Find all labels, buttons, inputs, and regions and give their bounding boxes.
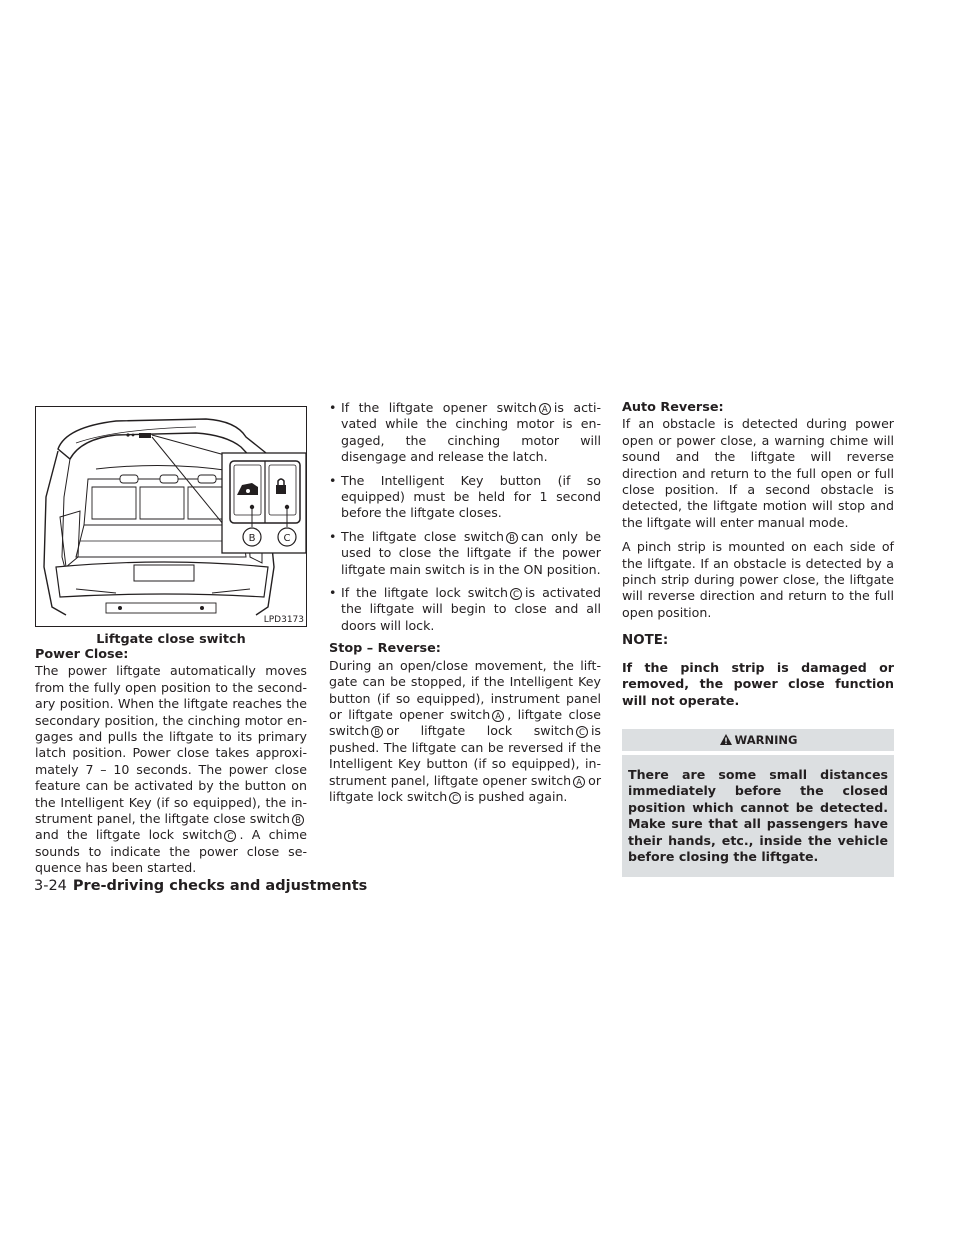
bullet-text: The Intelligent Key button (if so equipped) must be held for 1 second before the liftgate closes.: [341, 472, 601, 521]
power-close-text-3: . A chime sounds to indicate the power close sequence has been started.: [35, 827, 307, 876]
bullet-item: [329, 585, 601, 634]
bullet-text: is activated while the cinching motor is engaged, the cinching motor will disengage and release the latch.: [341, 400, 601, 465]
warning-header: [622, 729, 894, 751]
figure-id: LPD3173: [263, 615, 304, 625]
bullet-text: The liftgate close switch: [341, 528, 505, 544]
marker-b: B: [292, 814, 304, 826]
power-close-text-1: The power liftgate automatically moves from the fully open position to the secondary position. When the liftgate reaches the secondary position, the cinching motor engages and pulls the liftgate to its primary latch position. Power close takes approximately 7 – 10 seconds. The power close feature can be activated by the button on the Intelligent Key (if so equipped), the instrument panel, the liftgate close switch: [35, 663, 307, 827]
column-left: [35, 400, 307, 885]
stop-reverse-text: During an open/close movement, the liftgate can be stopped, if the Intelligent Key button (if so equipped), instrument panel or liftgate opener switch: [329, 657, 601, 722]
marker-b: B: [506, 532, 518, 544]
page-number: 3-24: [34, 878, 67, 894]
stop-reverse-text: or liftgate lock switch: [386, 723, 574, 739]
marker-c: C: [510, 588, 522, 600]
stop-reverse-text: is pushed. The liftgate can be reversed if the Intelligent Key button (if so equipped), instrument panel, liftgate opener switch: [329, 723, 601, 788]
stop-reverse-text: , liftgate close switch: [329, 706, 601, 739]
warning-text: There are some small distances immediately before the closed position which cannot be detected. Make sure that all passengers have their hands, etc., inside the vehicle before closing the liftgate.: [622, 755, 894, 877]
bullet-item: [329, 400, 601, 466]
power-close-text-2: and the liftgate lock switch: [35, 827, 223, 843]
bullet-text: is activated the liftgate will begin to close and all doors will lock.: [341, 585, 601, 633]
stop-reverse-text: is pushed again.: [464, 788, 568, 804]
auto-reverse-paragraph-1: If an obstacle is detected during power open or power close, a warning chime will sound and the liftgate will reverse direction and return to the full open or full close position. If a second obstacle is detected, the liftgate motion will stop and the liftgate will enter manual mode.: [622, 416, 894, 530]
page-footer: [34, 877, 367, 895]
warning-triangle-icon: [719, 733, 733, 746]
note-heading: NOTE:: [622, 633, 669, 649]
stop-reverse-paragraph: [329, 658, 601, 806]
marker-c: C: [576, 726, 588, 738]
note-text: If the pinch strip is damaged or removed, the power close function will not operate.: [622, 659, 894, 708]
bullet-dot: •: [329, 472, 337, 488]
figure-caption: Liftgate close switch: [96, 632, 246, 647]
marker-c: C: [224, 830, 236, 842]
power-close-bullets: [329, 400, 601, 634]
liftgate-figure: [35, 406, 307, 627]
column-middle: [329, 400, 601, 813]
marker-c: C: [449, 792, 461, 804]
auto-reverse-paragraph-2: A pinch strip is mounted on each side of the liftgate. If an obstacle is detected by a pinch strip during power close, the liftgate will reverse direction and return to the full open position.: [622, 539, 894, 620]
marker-b: B: [371, 726, 383, 738]
callout-b-label: B: [248, 533, 256, 544]
marker-a: A: [492, 710, 504, 722]
bullet-dot: •: [329, 400, 337, 415]
power-close-heading: Power Close:: [35, 647, 129, 662]
power-close-paragraph: [35, 663, 307, 876]
stop-reverse-heading: Stop – Reverse:: [329, 641, 441, 657]
bullet-item: [329, 473, 601, 522]
column-right: [622, 400, 894, 877]
marker-a: A: [573, 776, 585, 788]
liftgate-illustration: [36, 407, 306, 626]
bullet-dot: •: [329, 585, 337, 601]
bullet-text: If the liftgate lock switch: [341, 585, 508, 601]
bullet-text: If the liftgate opener switch: [341, 400, 537, 415]
auto-reverse-heading: Auto Reverse:: [622, 400, 724, 415]
warning-title: WARNING: [734, 732, 798, 747]
bullet-dot: •: [329, 528, 337, 544]
bullet-item: [329, 529, 601, 578]
section-title: Pre-driving checks and adjustments: [72, 878, 368, 894]
stop-reverse-text: or liftgate lock switch: [329, 772, 601, 804]
marker-a: A: [539, 403, 551, 415]
callout-c-label: C: [283, 533, 291, 544]
bullet-text: can only be used to close the liftgate if the power liftgate main switch is in the ON position.: [341, 528, 602, 577]
